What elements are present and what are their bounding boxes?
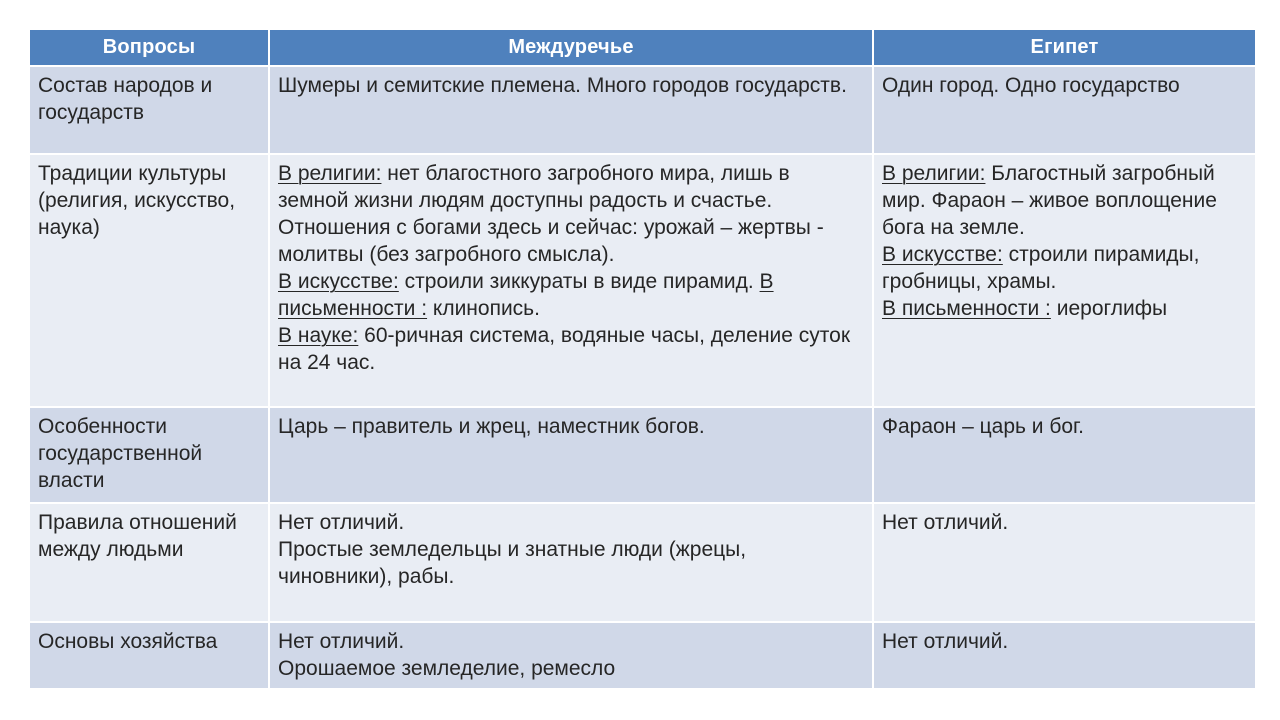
table-row bbox=[29, 407, 1256, 503]
comparison-table bbox=[28, 28, 1257, 690]
cell-line: Орошаемое земледелие, ремесло bbox=[278, 657, 616, 680]
cell-line: Нет отличий. bbox=[882, 511, 1009, 534]
writing-text: клинопись. bbox=[427, 297, 540, 320]
mesopotamia-cell bbox=[269, 503, 873, 622]
religion-text: Благостный загробный мир. Фараон – живое воплощение бога на земле. bbox=[882, 162, 1217, 239]
art-label: В искусстве: bbox=[278, 270, 399, 293]
egypt-cell bbox=[873, 503, 1256, 622]
header-row bbox=[29, 29, 1256, 66]
table-row bbox=[29, 503, 1256, 622]
table-row bbox=[29, 154, 1256, 407]
egypt-cell bbox=[873, 154, 1256, 407]
religion-text: нет благостного загробного мира, лишь в земной жизни людям доступны радость и счастье. Отношения с богами здесь и сейчас: урожай – жертвы - молитвы (без загробного смысла). bbox=[278, 162, 824, 266]
cell-line: Простые земледельцы и знатные люди (жрецы, чиновники), рабы. bbox=[278, 538, 747, 588]
science-text: 60-ричная система, водяные часы, деление суток на 24 час. bbox=[278, 324, 851, 374]
writing-label: В письменности : bbox=[278, 270, 774, 320]
mesopotamia-cell bbox=[269, 66, 873, 154]
header-mesopotamia: Междуречье bbox=[269, 29, 873, 66]
art-text: строили пирамиды, гробницы, храмы. bbox=[882, 243, 1200, 293]
header-egypt: Египет bbox=[873, 29, 1256, 66]
art-label: В искусстве: bbox=[882, 243, 1003, 266]
question-cell: Правила отношений между людьми bbox=[29, 503, 269, 622]
writing-text: иероглифы bbox=[1050, 297, 1168, 320]
mesopotamia-cell bbox=[269, 622, 873, 689]
art-text: строили зиккураты в виде пирамид. bbox=[398, 270, 760, 293]
cell-line: Фараон – царь и бог. bbox=[882, 415, 1084, 438]
cell-line: Нет отличий. bbox=[278, 511, 405, 534]
question-cell: Основы хозяйства bbox=[29, 622, 269, 689]
mesopotamia-cell bbox=[269, 154, 873, 407]
cell-line: Один город. Одно государство bbox=[882, 74, 1180, 97]
egypt-cell bbox=[873, 66, 1256, 154]
writing-label: В письменности : bbox=[882, 297, 1051, 320]
religion-label: В религии: bbox=[278, 162, 382, 185]
cell-line: Царь – правитель и жрец, наместник богов. bbox=[278, 415, 705, 438]
cell-line: Шумеры и семитские племена. Много городов государств. bbox=[278, 74, 847, 97]
table-row bbox=[29, 622, 1256, 689]
science-label: В науке: bbox=[278, 324, 359, 347]
question-cell: Традиции культуры (религия, искусство, наука) bbox=[29, 154, 269, 407]
question-cell: Состав народов и государств bbox=[29, 66, 269, 154]
religion-label: В религии: bbox=[882, 162, 986, 185]
mesopotamia-cell bbox=[269, 407, 873, 503]
question-cell: Особенности государственной власти bbox=[29, 407, 269, 503]
egypt-cell bbox=[873, 407, 1256, 503]
header-questions: Вопросы bbox=[29, 29, 269, 66]
egypt-cell bbox=[873, 622, 1256, 689]
table-row bbox=[29, 66, 1256, 154]
cell-line: Нет отличий. bbox=[278, 630, 405, 653]
cell-line: Нет отличий. bbox=[882, 630, 1009, 653]
